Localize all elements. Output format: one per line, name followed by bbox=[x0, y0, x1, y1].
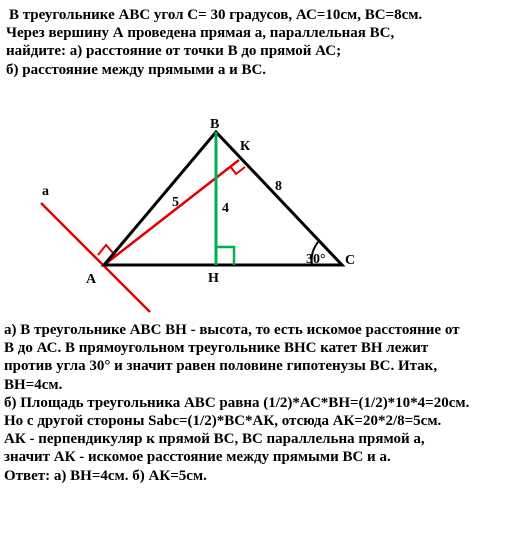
solution-line: значит АК - искомое расстояние между прямыми ВС и а. bbox=[4, 449, 391, 466]
label-vertex-c: С bbox=[345, 253, 356, 268]
label-vertex-a: А bbox=[86, 272, 97, 287]
label-angle-c: 30° bbox=[306, 252, 326, 267]
right-angle-mark-h bbox=[216, 247, 234, 265]
solution-text bbox=[4, 321, 507, 485]
solution-line: АК - перпендикуляр к прямой ВС, ВС параллельна прямой а, bbox=[4, 431, 425, 448]
label-point-k: К bbox=[240, 139, 251, 154]
problem-line: б) расстояние между прямыми а и ВС. bbox=[6, 61, 267, 78]
solution-line: а) В треугольнике АВС ВН - высота, то есть искомое расстояние от bbox=[4, 322, 460, 338]
solution-line: против угла 30° и значит равен половине гипотенузы ВС. Итак, bbox=[4, 358, 438, 375]
problem-line: Через вершину А проведена прямая а, параллельная ВС, bbox=[6, 25, 395, 42]
solution-line: Но с другой стороны Sabc=(1/2)*ВС*АК, отсюда АК=20*2/8=5см. bbox=[4, 413, 442, 430]
right-angle-mark-k bbox=[230, 166, 245, 174]
label-point-h: Н bbox=[208, 271, 219, 286]
label-segment-ak: 5 bbox=[172, 195, 179, 210]
label-segment-bh: 4 bbox=[222, 201, 229, 216]
segment-ak bbox=[104, 160, 239, 265]
solution-line: ВН=4см. bbox=[4, 376, 63, 393]
problem-line: найдите: а) расстояние от точки В до прямой АС; bbox=[6, 43, 342, 60]
label-line-a: а bbox=[42, 184, 49, 199]
line-a bbox=[41, 203, 150, 312]
label-segment-bc: 8 bbox=[275, 179, 282, 194]
solution-line: б) Площадь треугольника АВС равна (1/2)*АС*ВН=(1/2)*10*4=20см. bbox=[4, 394, 470, 411]
solution-line: Ответ: а) ВН=4см. б) АК=5см. bbox=[4, 467, 207, 484]
triangle-abc bbox=[104, 132, 342, 265]
problem-line: В треугольнике АВС угол С= 30 градусов, АС=10см, ВС=8см. bbox=[9, 7, 423, 23]
solution-line: В до АС. В прямоугольном треугольнике ВНС катет ВН лежит bbox=[4, 340, 429, 357]
label-vertex-b: В bbox=[210, 117, 220, 132]
